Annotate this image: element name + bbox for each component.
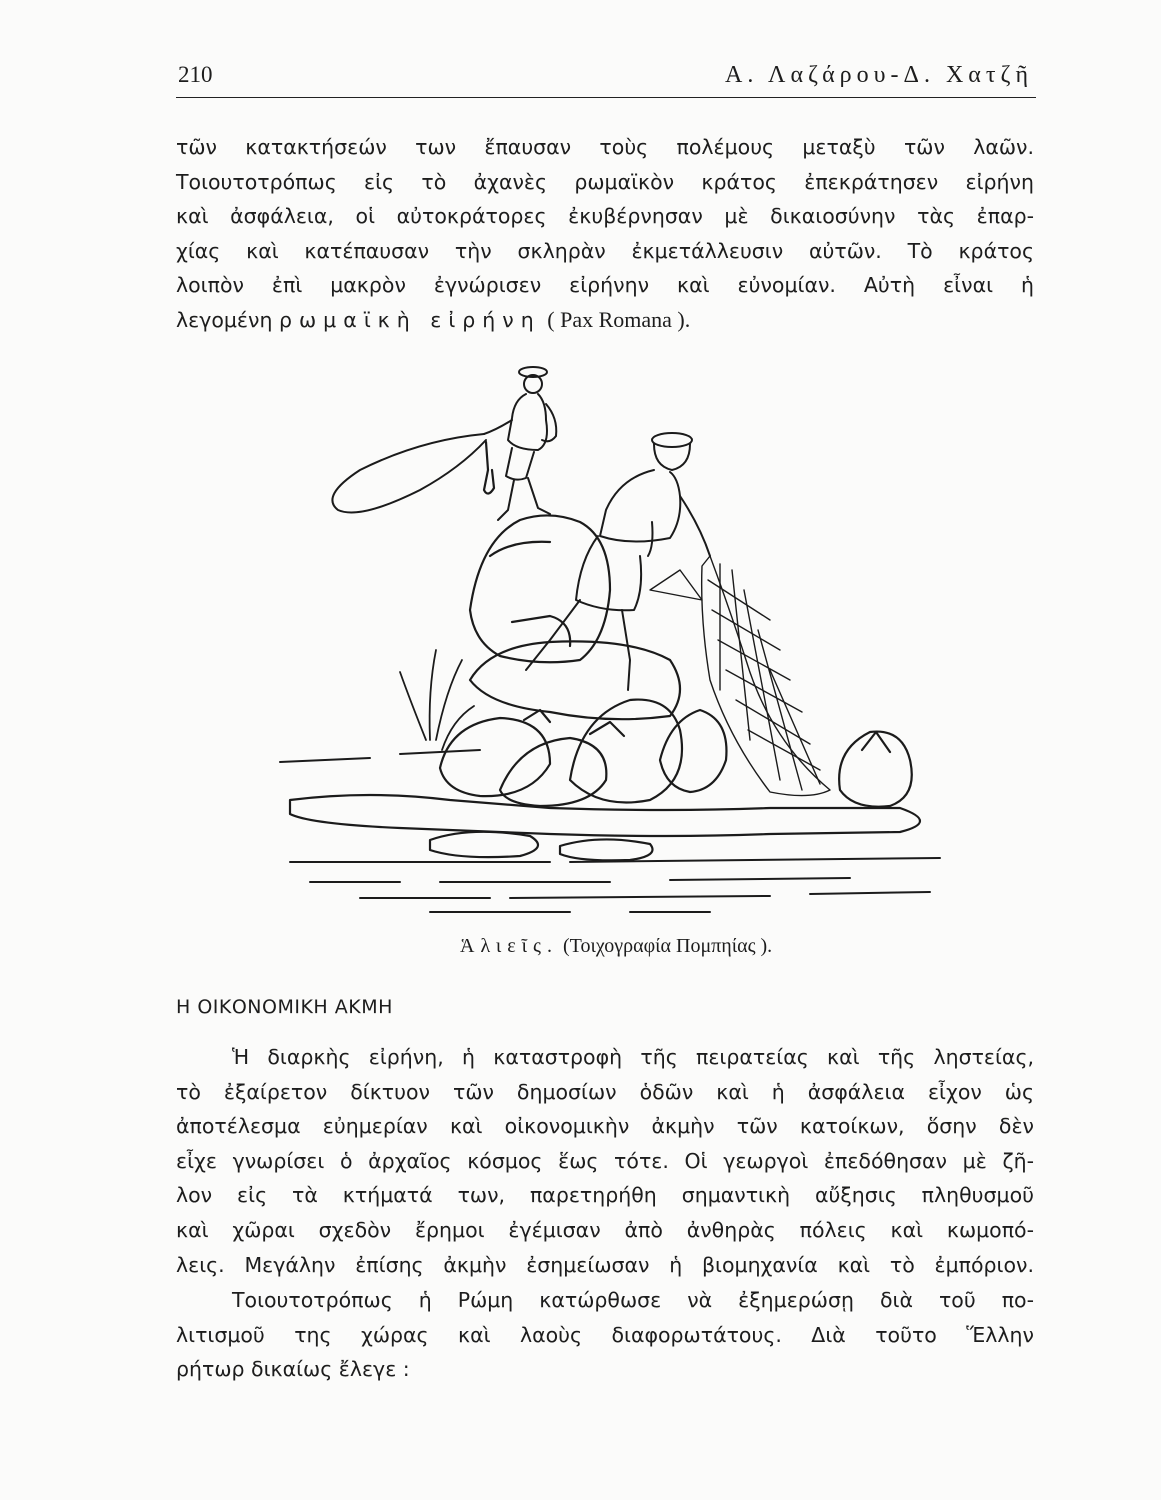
fisherman-standing <box>484 367 556 520</box>
section-heading: Η ΟΙΚΟΝΟΜΙΚΗ ΑΚΜΗ <box>176 996 393 1018</box>
text-line: τῶν κατακτήσεών των ἔπαυσαν τοὺς πολέμους μεταξὺ τῶν λαῶν. <box>176 135 1034 159</box>
header-rule <box>176 97 1036 98</box>
figure-caption <box>460 935 772 958</box>
text-line: λον εἰς τὰ κτήματά των, παρετηρήθη σημαντικὴ αὔξησις πληθυσμοῦ <box>176 1183 1034 1208</box>
text-line: εἶχε γνωρίσει ὁ ἀρχαῖος κόσμος ἕως τότε. Οἱ γεωργοὶ ἐπεδόθησαν μὲ ζῆ- <box>176 1148 1034 1173</box>
text-line: Τοιουτοτρόπως ἡ Ρώμη κατώρθωσε νὰ ἐξημερώσῃ διὰ τοῦ πο- <box>232 1288 1034 1312</box>
running-head: Α. Λαζάρου-Δ. Χατζῆ <box>725 62 1033 88</box>
reeds <box>400 650 474 750</box>
fisherman-with-net <box>526 433 710 690</box>
text-line: Τοιουτοτρόπως εἰς τὸ ἀχανὲς ρωμαϊκὸν κράτος ἐπεκράτησεν εἰρήνη <box>176 169 1034 194</box>
fishermen-illustration <box>250 360 970 920</box>
fishing-line-loop <box>332 434 486 513</box>
caption-source: (Τοιχογραφία Πομπηίας ). <box>562 935 773 957</box>
text-fragment: λεγομένη <box>176 307 273 332</box>
paragraph-economic-prosperity <box>176 1040 1034 1282</box>
water-lines <box>280 750 940 912</box>
text-line: Ἡ διαρκὴς εἰρήνη, ἡ καταστροφὴ τῆς πειρατείας καὶ τῆς ληστείας, <box>232 1045 1034 1069</box>
text-line: ἀποτέλεσμα εὐημερίαν καὶ οἰκονομικὴν ἀκμὴν τῶν κατοίκων, ὅσην δὲν <box>176 1114 1034 1139</box>
text-line: λιτισμοῦ της χώρας καὶ λαοὺς διαφορωτάτους. Διὰ τοῦτο Ἕλλην <box>176 1322 1034 1347</box>
text-line: καὶ ἀσφάλεια, οἱ αὐτοκράτορες ἐκυβέρνησαν μὲ δικαιοσύνην τὰς ἐπαρ- <box>176 204 1034 229</box>
page-number: 210 <box>178 62 213 87</box>
text-line: χίας καὶ κατέπαυσαν τὴν σκληρὰν ἐκμετάλλευσιν αὐτῶν. Τὸ κράτος <box>176 238 1034 263</box>
text-line: λεις. Μεγάλην ἐπίσης ἀκμὴν ἐσημείωσαν ἡ βιομηχανία καὶ τὸ ἐμπόριον. <box>176 1252 1034 1277</box>
spaced-term: ρωμαϊκὴ εἰρήνη <box>279 307 541 332</box>
text-line: ρήτωρ δικαίως ἔλεγε : <box>176 1357 410 1382</box>
small-rock-right <box>839 732 912 807</box>
latin-term: ( Pax Romana ). <box>547 306 691 332</box>
rock-base <box>290 515 920 860</box>
text-line: τὸ ἐξαίρετον δίκτυον τῶν δημοσίων ὁδῶν καὶ ἡ ἀσφάλεια εἶχον ὡς <box>176 1079 1034 1104</box>
text-line: λοιπὸν ἐπὶ μακρὸν ἐγνώρισεν εἰρήνην καὶ εὐνομίαν. Αὐτὴ εἶναι ἡ <box>176 273 1034 298</box>
paragraph-pax-romana <box>176 130 1034 338</box>
caption-title: Ἁλιεῖς. <box>460 935 558 957</box>
text-line: καὶ χῶραι σχεδὸν ἔρημοι ἐγέμισαν ἀπὸ ἀνθηρὰς πόλεις καὶ κωμοπό- <box>176 1217 1034 1242</box>
paragraph-civilization <box>176 1283 1034 1387</box>
text-line <box>176 303 1034 338</box>
